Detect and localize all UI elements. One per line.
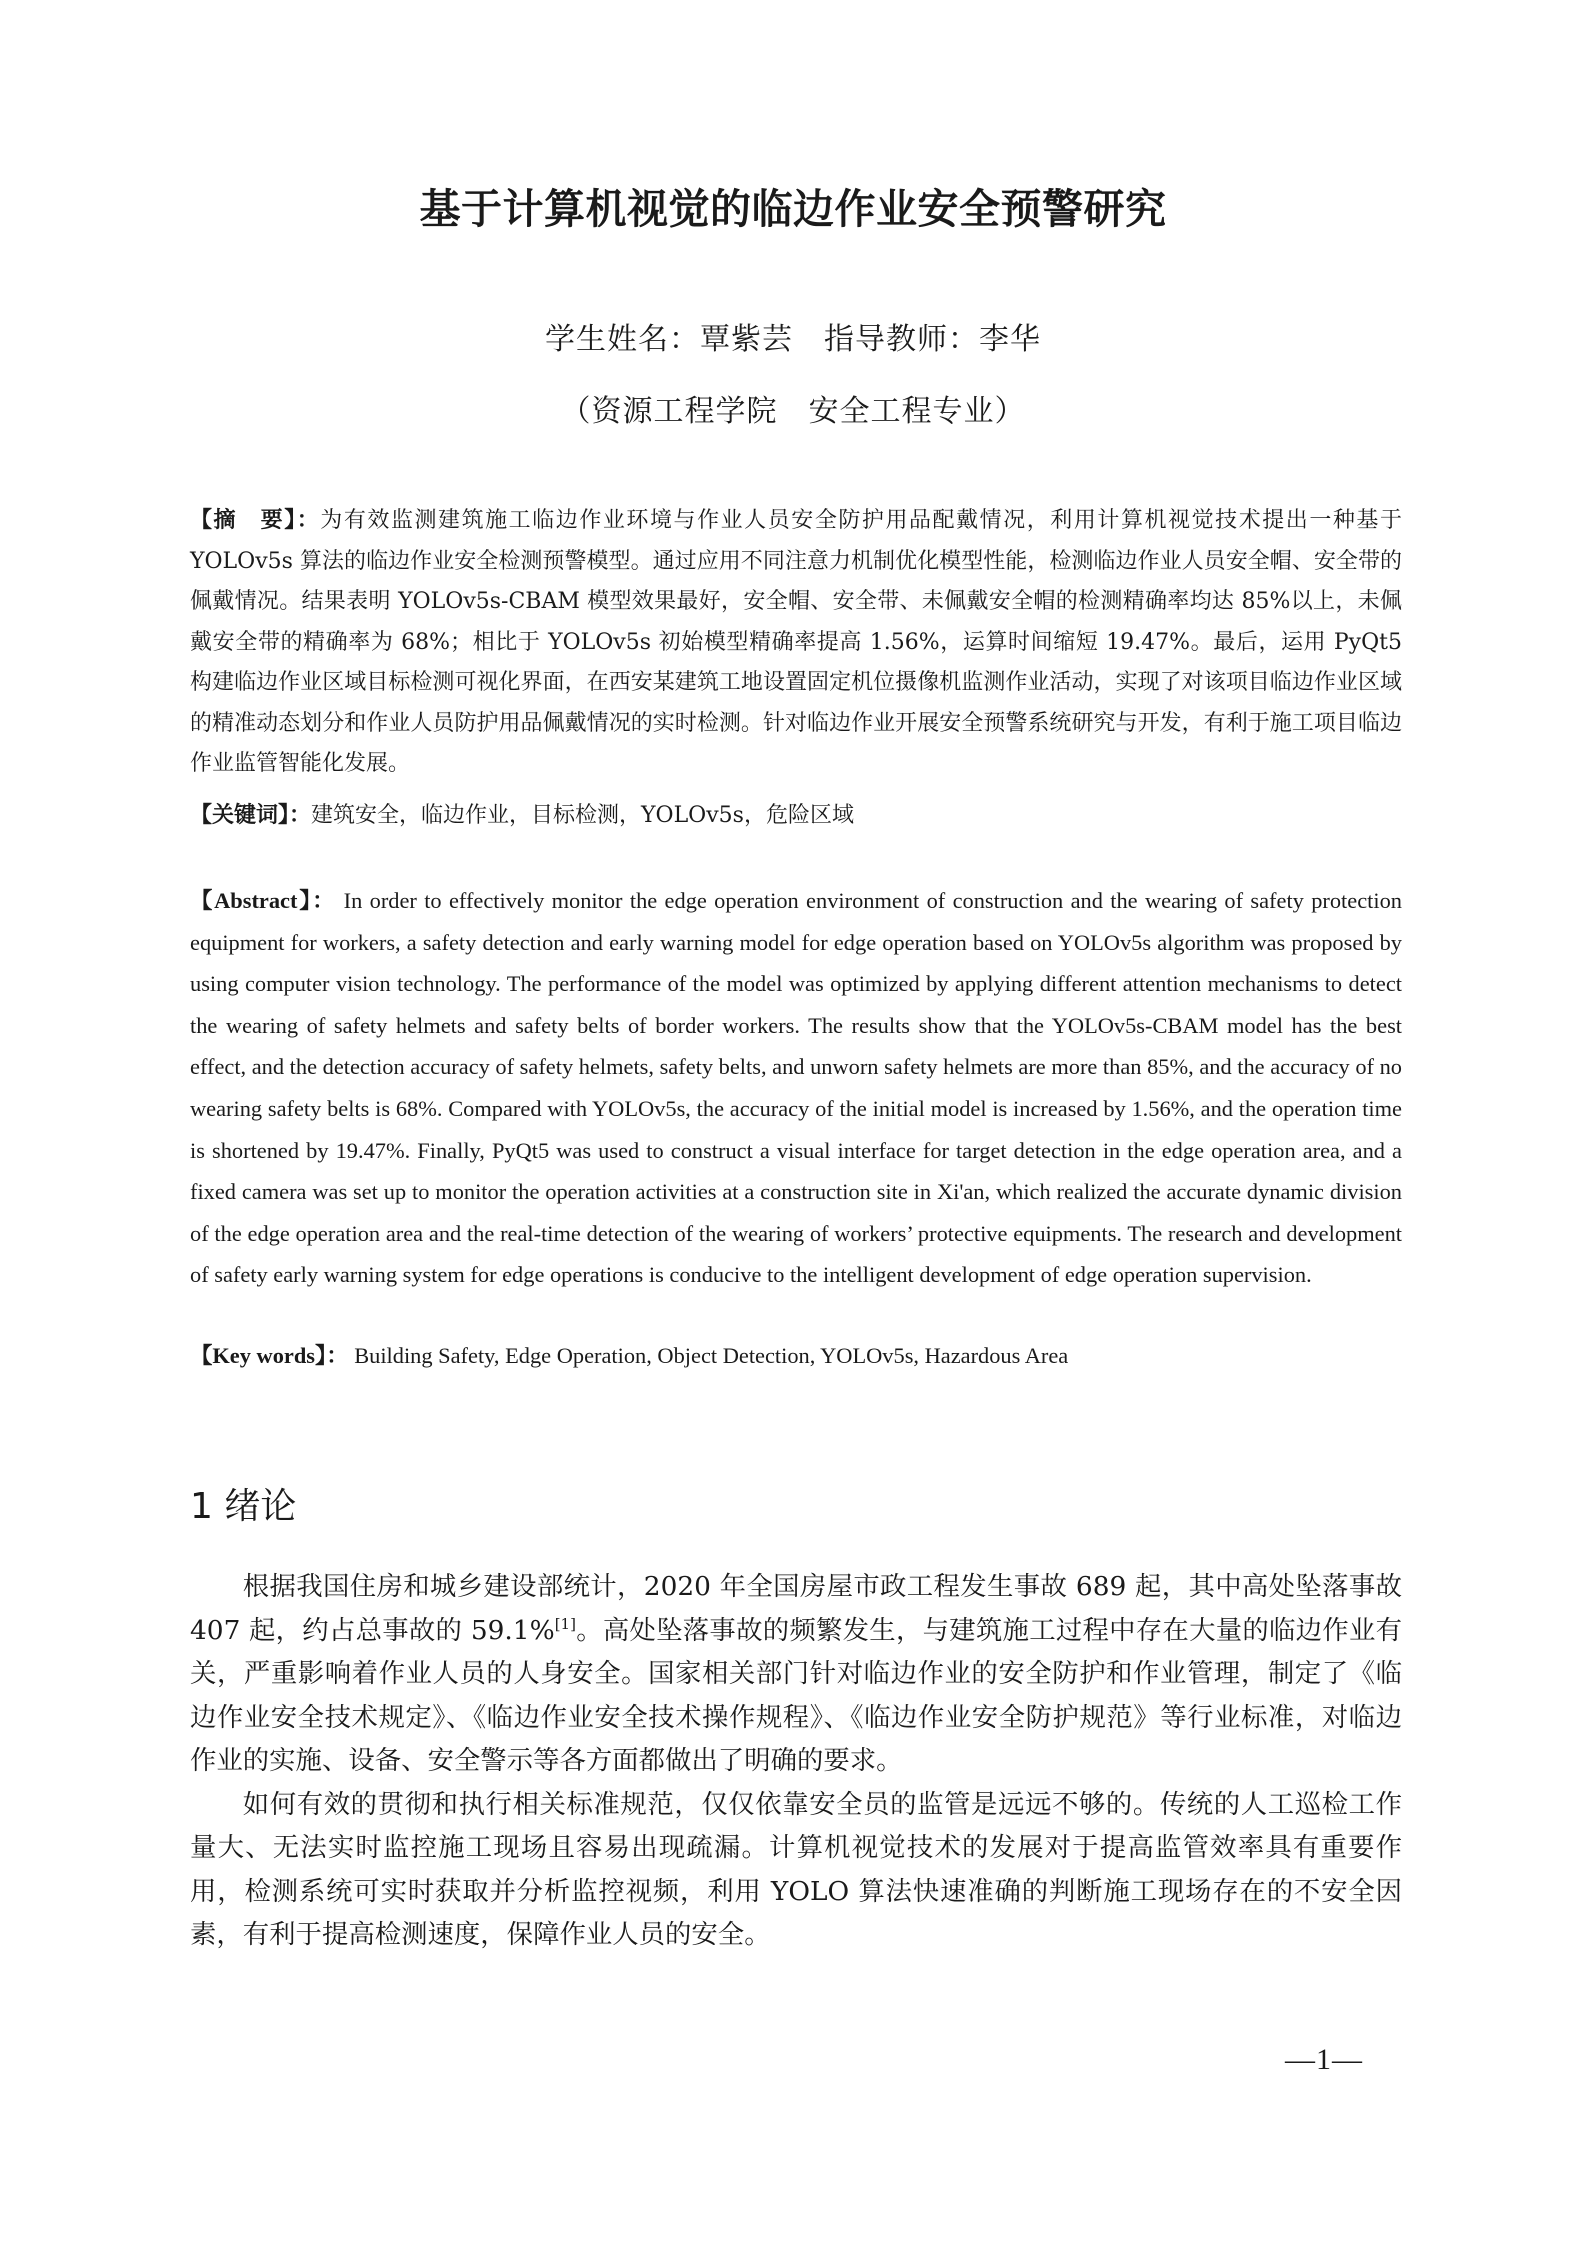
- english-abstract-text: In order to effectively monitor the edge operation environment of construction and the wearing of safety protection equipment for workers, a safety detection and early warning model for edge operation based on YOLOv5s algorithm was proposed by using computer vision technology. The performance of the model was optimized by applying different attention mechanisms to detect the wearing of safety helmets and safety belts of border workers. The results show that the YOLOv5s-CBAM model has the best effect, and the detection accuracy of safety helmets, safety belts, and unworn safety helmets are more than 85%, and the accuracy of no wearing safety belts is 68%. Compared with YOLOv5s, the accuracy of the initial model is increased by 1.56%, and the operation time is shortened by 19.47%. Finally, PyQt5 was used to construct a visual interface for target detection in the edge operation area, and a fixed camera was set up to monitor the operation activities at a construction site in Xi'an, which realized the accurate dynamic division of the edge operation area and the real-time detection of the wearing of workers’ protective equipments. The research and development of safety early warning system for edge operations is conducive to the intelligent development of edge operation supervision.: [190, 888, 1402, 1288]
- introduction-paragraph-2: 如何有效的贯彻和执行相关标准规范，仅仅依靠安全员的监管是远远不够的。传统的人工巡检工作量大、无法实时监控施工现场且容易出现疏漏。计算机视觉技术的发展对于提高监管效率具有重要作用，检测系统可实时获取并分析监控视频，利用 YOLO 算法快速准确的判断施工现场存在的不安全因素，有利于提高检测速度，保障作业人员的安全。: [190, 1788, 1402, 1950]
- paragraph-1-text-b: 。高处坠落事故的频繁发生，与建筑施工过程中存在大量的临边作业有关，严重影响着作业人员的人身安全。国家相关部门针对临边作业的安全防护和作业管理，制定了《临边作业安全技术规定》、《临边作业安全技术操作规程》、《临边作业安全防护规范》等行业标准，对临边作业的实施、设备、安全警示等各方面都做出了明确的要求。: [190, 1614, 1402, 1776]
- english-keywords-text: Building Safety, Edge Operation, Object Detection, YOLOv5s, Hazardous Area: [348, 1343, 1069, 1368]
- affiliation-line: （资源工程学院 安全工程专业）: [560, 394, 1026, 429]
- chinese-abstract-label: 【摘 要】：: [190, 507, 321, 533]
- introduction-paragraph-1: [190, 1565, 1402, 1783]
- english-abstract: [190, 880, 1402, 1296]
- author-line: 学生姓名：覃紫芸 指导教师：李华: [545, 322, 1041, 357]
- citation-link[interactable]: [1]: [554, 1614, 576, 1633]
- english-keywords: [190, 1336, 1402, 1376]
- section-heading-introduction: 1 绪论: [190, 1486, 297, 1527]
- english-abstract-label: 【Abstract】：: [190, 888, 337, 913]
- chinese-abstract-text: 为有效监测建筑施工临边作业环境与作业人员安全防护用品配戴情况，利用计算机视觉技术提出一种基于 YOLOv5s 算法的临边作业安全检测预警模型。通过应用不同注意力机制优化模型性能，检测临边作业人员安全帽、安全带的佩戴情况。结果表明 YOLOv5s-CBAM 模型效果最好，安全帽、安全带、未佩戴安全帽的检测精确率均达 85%以上，未佩戴安全带的精确率为 68%；相比于 YOLOv5s 初始模型精确率提高 1.56%，运算时间缩短 19.47%。最后，运用 PyQt5 构建临边作业区域目标检测可视化界面，在西安某建筑工地设置固定机位摄像机监测作业活动，实现了对该项目临边作业区域的精准动态划分和作业人员防护用品佩戴情况的实时检测。针对临边作业开展安全预警系统研究与开发，有利于施工项目临边作业监管智能化发展。: [190, 508, 1402, 776]
- chinese-keywords-text: 建筑安全，临边作业，目标检测，YOLOv5s，危险区域: [311, 803, 854, 828]
- chinese-abstract: [190, 500, 1402, 785]
- introduction-body: [190, 1565, 1402, 1957]
- paper-title: 基于计算机视觉的临边作业安全预警研究: [419, 185, 1167, 233]
- page-number: —1—: [1285, 2043, 1363, 2076]
- chinese-keywords: [190, 795, 1402, 836]
- chinese-keywords-label: 【关键词】：: [190, 802, 312, 828]
- english-keywords-label: 【Key words】：: [190, 1343, 349, 1368]
- paragraph-1-text-a: 根据我国住房和城乡建设部统计，2020 年全国房屋市政工程发生事故 689 起，其中高处坠落事故 407 起，约占总事故的 59.1%: [190, 1571, 1402, 1646]
